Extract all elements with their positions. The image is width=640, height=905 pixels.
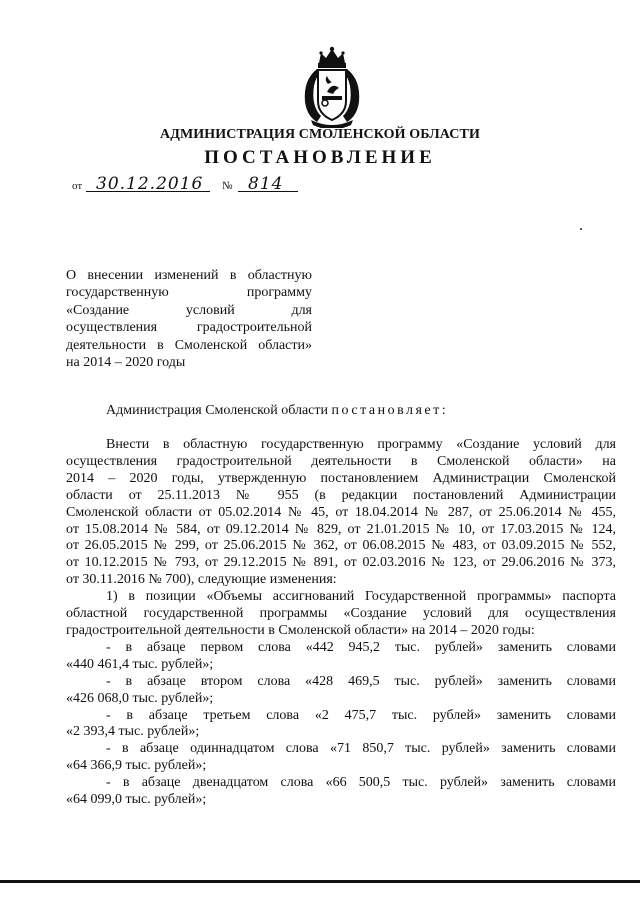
number-handwritten: 814 (248, 174, 284, 194)
body-line: от 26.05.2015 № 299, от 25.06.2015 № 362, от 06.08.2015 № 483, от 03.09.2015 № 552, (66, 538, 616, 554)
body-line: осуществления градостроительной деятельности в Смоленской области» на (66, 453, 616, 469)
body-line: 1) в позиции «Объемы ассигнований Государственной программы» паспорта (106, 589, 616, 605)
body-line: Смоленской области от 05.02.2014 № 45, от 18.04.2014 № 287, от 25.06.2014 № 455, (66, 504, 616, 520)
document-body (66, 437, 616, 809)
document-type-heading: ПОСТАНОВЛЕНИЕ (204, 147, 436, 168)
body-line: «2 393,4 тыс. рублей»; (66, 724, 200, 740)
title-line: на 2014 – 2020 годы (66, 355, 186, 371)
body-line: Внести в областную государственную программу «Создание условий для (106, 437, 616, 452)
body-line: от 15.08.2014 № 584, от 09.12.2014 № 829, от 21.01.2015 № 10, от 17.03.2015 № 124, (66, 521, 616, 537)
body-line: градостроительной деятельности в Смоленской области» на 2014 – 2020 годы: (66, 622, 535, 638)
title-line: деятельности в Смоленской области» (66, 337, 312, 353)
body-line: областной государственной программы «Создание условий для осуществления (66, 606, 616, 622)
body-line: «64 366,9 тыс. рублей»; (66, 758, 207, 774)
document-title-block (66, 267, 312, 371)
body-line: «64 099,0 тыс. рублей»; (66, 792, 207, 808)
title-line: осуществления градостроительной (66, 320, 312, 336)
decree-statement (106, 403, 448, 419)
body-line: - в абзаце двенадцатом слова «66 500,5 тыс. рублей» заменить словами (106, 775, 616, 791)
date-number-line (72, 172, 322, 196)
title-line: О внесении изменений в областную (66, 268, 312, 283)
body-line: «426 068,0 тыс. рублей»; (66, 690, 214, 706)
coat-of-arms-emblem (297, 46, 367, 128)
organization-name: АДМИНИСТРАЦИЯ СМОЛЕНСКОЙ ОБЛАСТИ (160, 127, 480, 142)
body-line: - в абзаце втором слова «428 469,5 тыс. рублей» заменить словами (106, 673, 616, 689)
body-line: от 10.12.2015 № 793, от 29.12.2015 № 891, от 02.03.2016 № 123, от 29.06.2016 № 373, (66, 555, 616, 571)
date-prefix: от (72, 180, 83, 192)
decree-verb: постановляет: (331, 403, 449, 418)
body-line: области от 25.11.2013 № 955 (в редакции постановлений Администрации (66, 487, 616, 503)
body-line: - в абзаце первом слова «442 945,2 тыс. рублей» заменить словами (106, 639, 616, 655)
decree-subject: Администрация Смоленской области (106, 403, 329, 418)
scan-speck (580, 228, 582, 230)
date-handwritten: 30.12.2016 (96, 174, 204, 194)
page-bottom-rule (0, 880, 640, 883)
body-line: - в абзаце третьем слова «2 475,7 тыс. рублей» заменить словами (106, 707, 616, 723)
title-line: государственную программу (66, 285, 312, 301)
body-line: 2014 – 2020 годы, утвержденную постановлением Администрации Смоленской (66, 470, 616, 486)
body-line: «440 461,4 тыс. рублей»; (66, 656, 214, 672)
number-prefix: № (222, 180, 233, 192)
body-line: от 30.11.2016 № 700), следующие изменения: (66, 572, 337, 588)
title-line: «Создание условий для (66, 302, 312, 318)
body-line: - в абзаце одиннадцатом слова «71 850,7 тыс. рублей» заменить словами (106, 741, 616, 757)
